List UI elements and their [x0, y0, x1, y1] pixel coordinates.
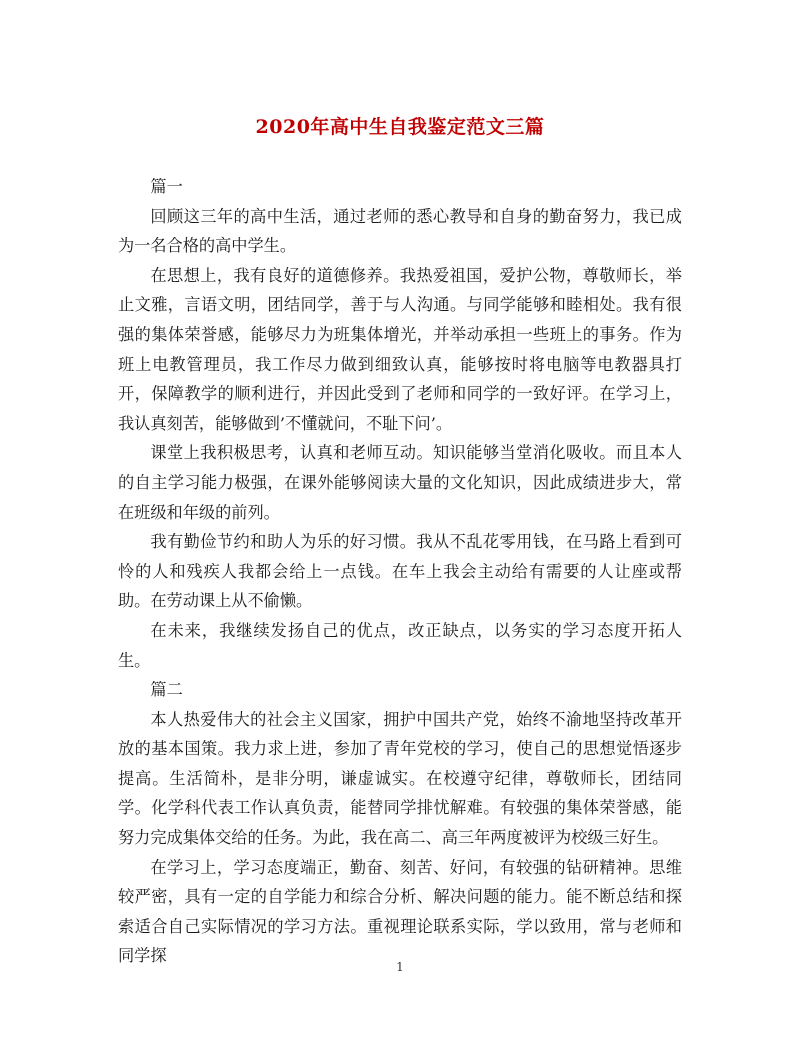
paragraph: 在未来，我继续发扬自己的优点，改正缺点，以务实的学习态度开拓人生。 — [118, 620, 682, 670]
section-heading: 篇二 — [150, 680, 183, 700]
paragraph: 在思想上，我有良好的道德修养。我热爱祖国，爱护公物，尊敬师长，举止文雅，言语文明，团结同学，善于与人沟通。与同学能够和睦相处。我有很强的集体荣誉感，能够尽力为班集体增光，并举动承担一些班上的事务。作为班上电教管理员，我工作尽力做到细致认真，能够按时将电脑等电教器具打开，保障教学的顺利进行，并因此受到了老师和同学的一致好评。在学习上，我认真刻苦，能够做到’不懂就问，不耻下问’。 — [118, 265, 682, 433]
section-heading: 篇一 — [150, 177, 183, 196]
paragraph: 回顾这三年的高中生活，通过老师的悉心教导和自身的勤奋努力，我已成为一名合格的高中学生。 — [118, 206, 682, 256]
document-body — [118, 172, 682, 971]
paragraph: 在学习上，学习态度端正，勤奋、刻苦、好问，有较强的钻研精神。思维较严密，具有一定的自学能力和综合分析、解决问题的能力。能不断总结和探索适合自己实际情况的学习方法。重视理论联系实际，学以致用，常与老师和同学探 — [118, 857, 682, 966]
document-title: 2020年高中生自我鉴定范文三篇 — [255, 116, 545, 138]
paragraph: 课堂上我积极思考，认真和老师互动。知识能够当堂消化吸收。而且本人的自主学习能力极强，在课外能够阅读大量的文化知识，因此成绩进步大，常在班级和年级的前列。 — [118, 443, 682, 522]
paragraph: 本人热爱伟大的社会主义国家，拥护中国共产党，始终不渝地坚持改革开放的基本国策。我力求上进，参加了青年党校的学习，使自己的思想觉悟逐步提高。生活简朴，是非分明，谦虚诚实。在校遵守纪律，尊敬师长，团结同学。化学科代表工作认真负责，能替同学排忧解难。有较强的集体荣誉感，能努力完成集体交给的任务。为此，我在高二、高三年两度被评为校级三好生。 — [118, 709, 682, 848]
paragraph: 我有勤俭节约和助人为乐的好习惯。我从不乱花零用钱，在马路上看到可怜的人和残疾人我都会给上一点钱。在车上我会主动给有需要的人让座或帮助。在劳动课上从不偷懒。 — [118, 532, 682, 611]
page-number: 1 — [396, 960, 404, 974]
